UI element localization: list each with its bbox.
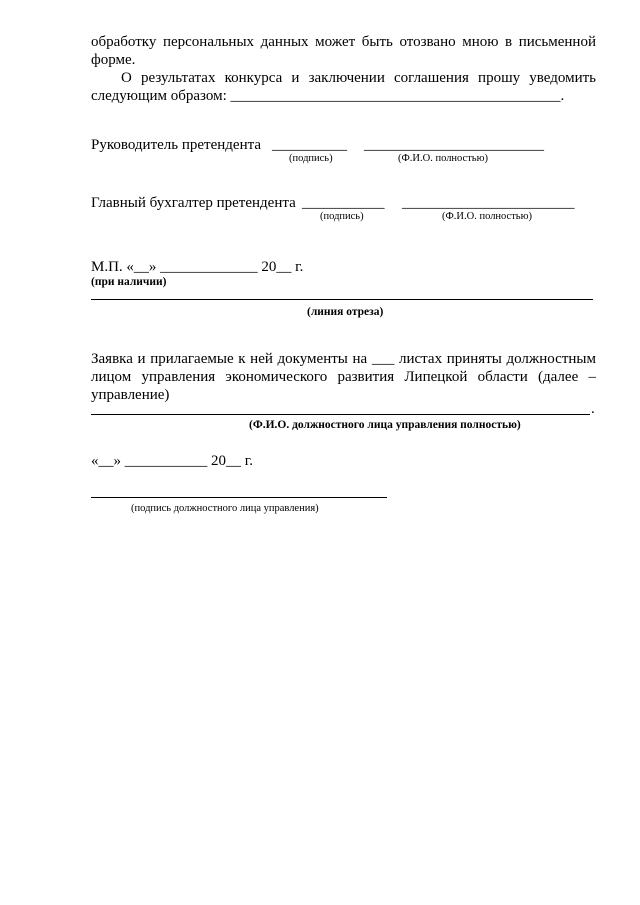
notify-line-2 xyxy=(91,87,564,105)
accountant-sign-blank: ___________ xyxy=(302,195,385,211)
accountant-label: Главный бухгалтер претендента xyxy=(91,195,296,211)
notify-prefix: следующим образом: xyxy=(91,88,227,104)
accountant-name-blank: _______________________ xyxy=(402,195,575,211)
stamp-date: М.П. «__» _____________ 20__ г. xyxy=(91,259,304,275)
head-name-blank: ________________________ xyxy=(364,137,544,153)
head-sign-blank: __________ xyxy=(272,137,347,153)
consent-line-1: обработку персональных данных может быть отозвано мною в письменной xyxy=(91,34,596,50)
head-name-caption: (Ф.И.О. полностью) xyxy=(398,153,488,164)
cut-caption: (линия отреза) xyxy=(307,306,384,318)
accountant-sign-caption: (подпись) xyxy=(320,211,364,222)
accountant-name-caption: (Ф.И.О. полностью) xyxy=(442,211,532,222)
official-name-suffix: . xyxy=(591,401,595,417)
head-sign-caption: (подпись) xyxy=(289,153,333,164)
stamp-caption: (при наличии) xyxy=(91,276,167,288)
cut-line xyxy=(91,299,593,300)
consent-line-2: форме. xyxy=(91,52,136,68)
official-name-line xyxy=(91,414,590,415)
notify-line-1: О результатах конкурса и заключении соглашения прошу уведомить xyxy=(121,70,596,86)
receipt-date: «__» ___________ 20__ г. xyxy=(91,453,253,469)
official-signature-caption: (подпись должностного лица управления) xyxy=(131,503,319,514)
receipt-line-2: лицом управления экономического развития Липецкой области (далее – xyxy=(91,369,596,385)
official-name-caption: (Ф.И.О. должностного лица управления полностью) xyxy=(249,419,521,431)
official-signature-line xyxy=(91,497,387,498)
receipt-line-1: Заявка и прилагаемые к ней документы на ___ листах приняты должностным xyxy=(91,351,596,367)
receipt-line-3: управление) xyxy=(91,387,170,403)
notify-blank: ____________________________________________ xyxy=(230,88,561,104)
head-label: Руководитель претендента xyxy=(91,137,262,153)
notify-suffix: . xyxy=(560,88,565,104)
